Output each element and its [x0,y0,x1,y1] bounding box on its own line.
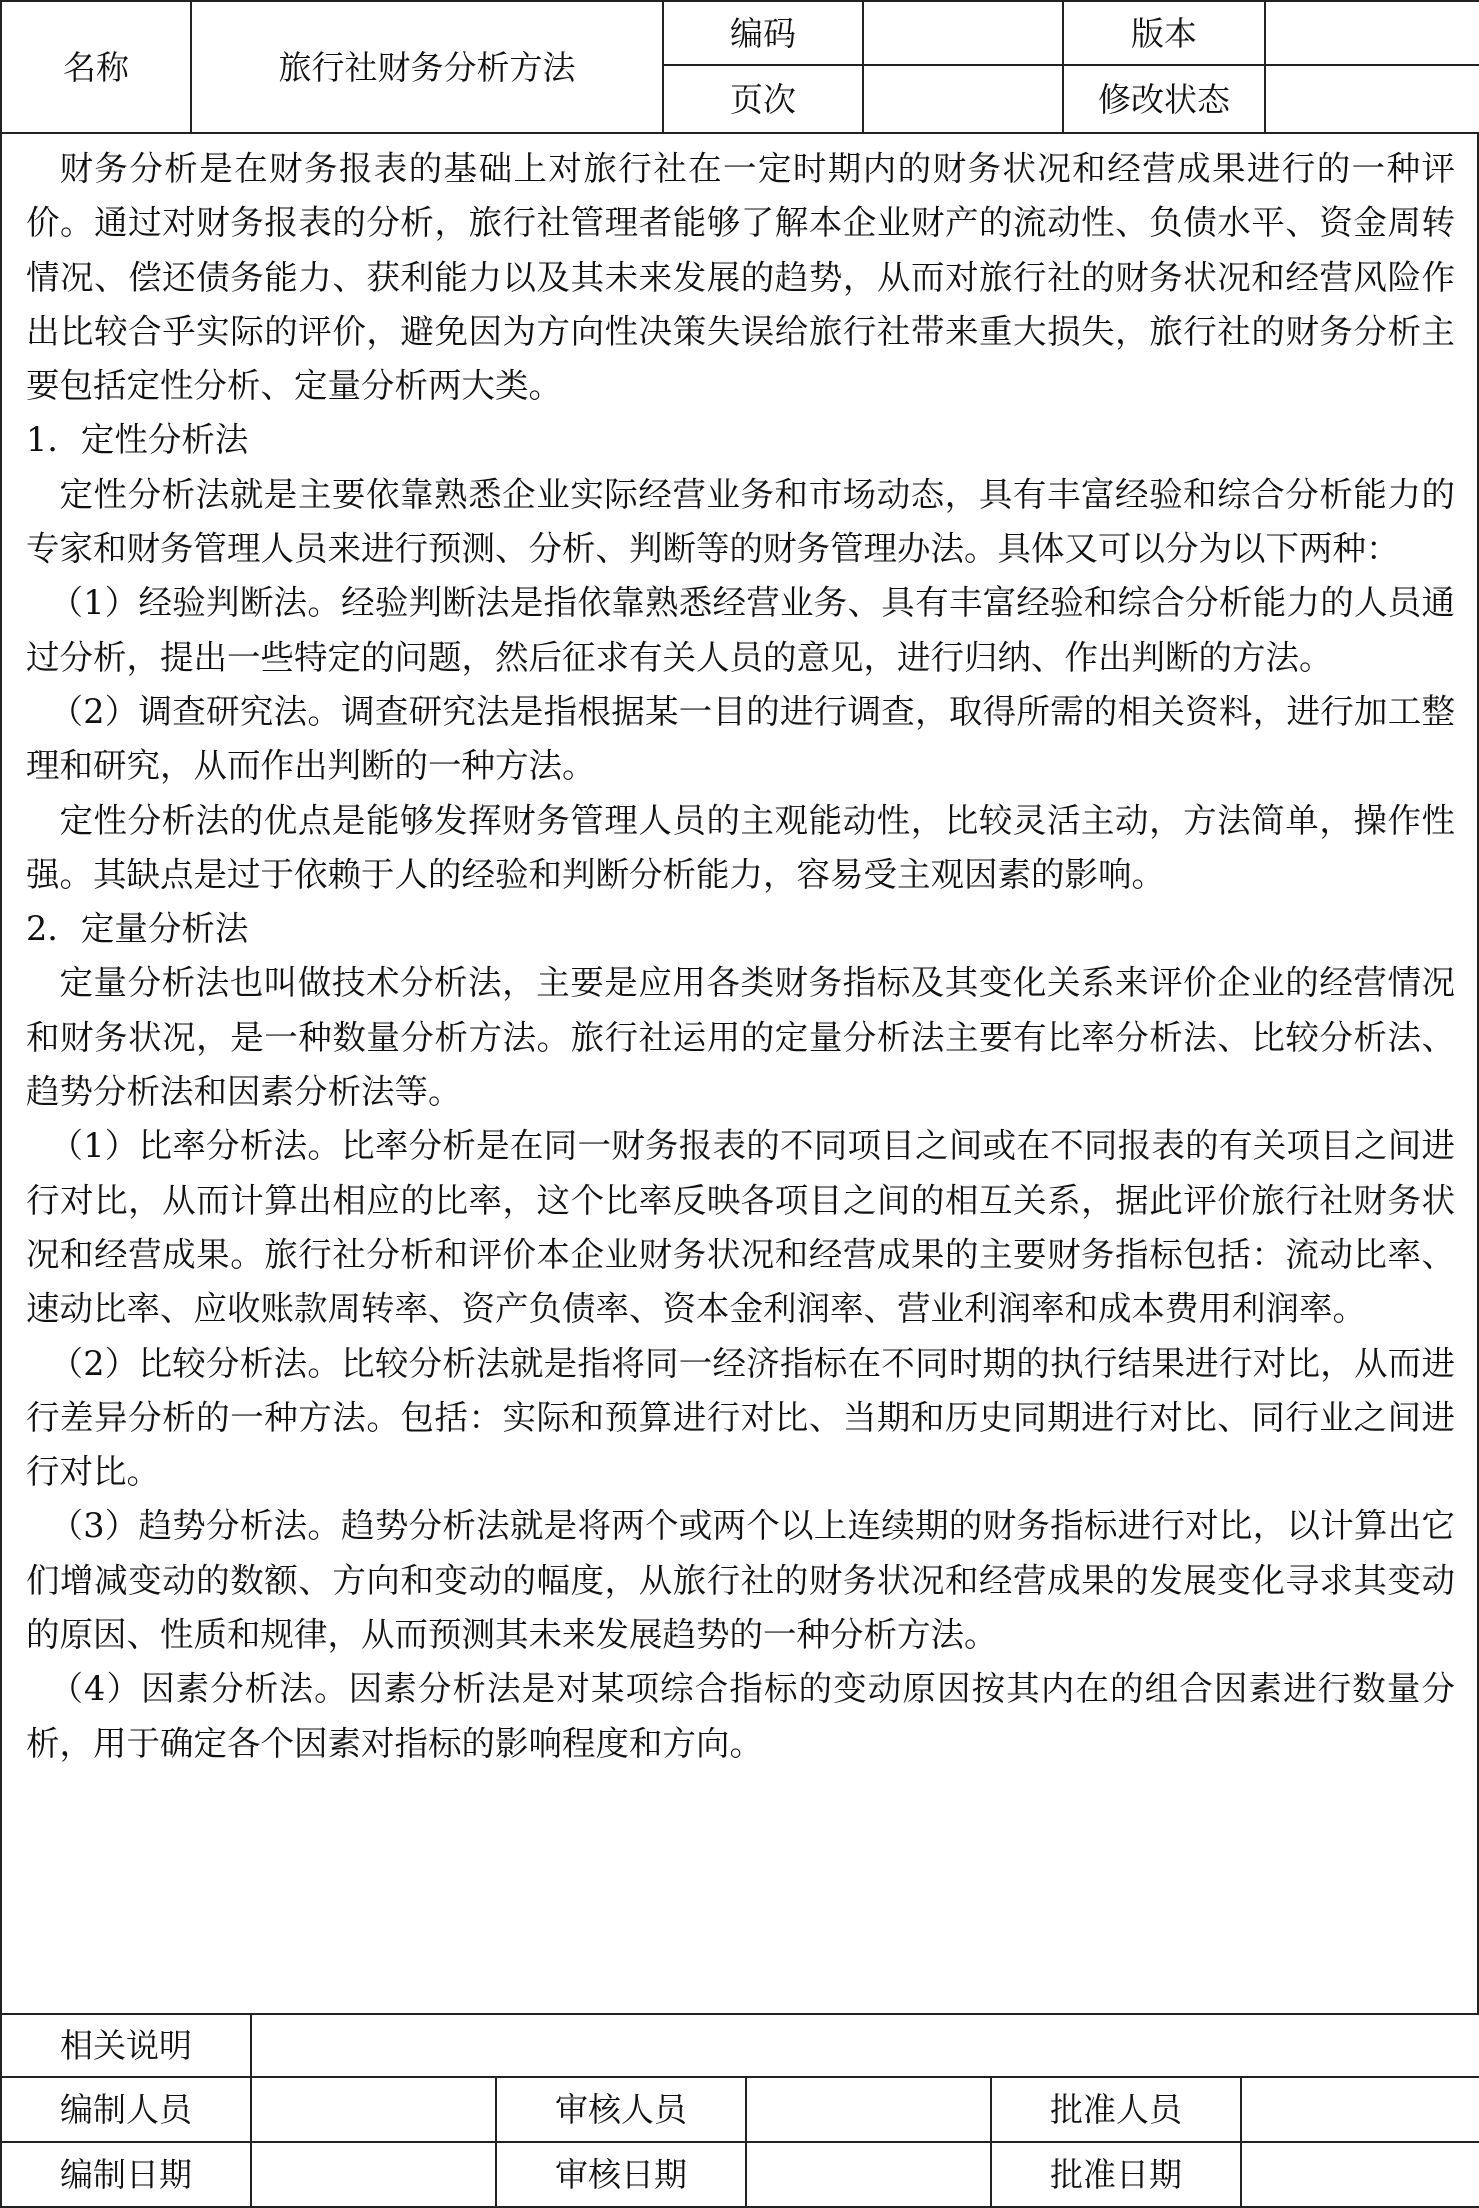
code-label: 编码 [663,1,863,65]
prepared-by-label: 编制人员 [1,2077,251,2142]
page-label: 页次 [663,65,863,133]
section1-heading: 1．定性分析法 [26,420,249,460]
version-label: 版本 [1063,1,1265,65]
reviewed-by-label: 审核人员 [496,2077,746,2142]
prepared-by-value [251,2077,496,2142]
header-table [0,0,1479,134]
prepared-date-label: 编制日期 [1,2142,251,2207]
footer-table [0,2013,1479,2208]
name-value: 旅行社财务分析方法 [191,1,663,133]
section2-item-3: （3）趋势分析法。趋势分析法就是将两个或两个以上连续期的财务指标进行对比，以计算出它们增减变动的数额、方向和变动的幅度，从旅行社的财务状况和经营成果的发展变化寻求其变动的原因、性质和规律，从而预测其未来发展趋势的一种分析方法。 [26,1506,1455,1655]
reviewed-date-value [746,2142,991,2207]
code-value [863,1,1063,65]
section1-summary-paragraph: 定性分析法的优点是能够发挥财务管理人员的主观能动性，比较灵活主动，方法简单，操作性强。其缺点是过于依赖于人的经验和判断分析能力，容易受主观因素的影响。 [26,800,1455,894]
reviewed-by-value [746,2077,991,2142]
section2-item-1: （1）比率分析法。比率分析是在同一财务报表的不同项目之间或在不同报表的有关项目之间进行对比，从而计算出相应的比率，这个比率反映各项目之间的相互关系，据此评价旅行社财务状况和经营成果。旅行社分析和评价本企业财务状况和经营成果的主要财务指标包括：流动比率、速动比率、应收账款周转率、资产负债率、资本金利润率、营业利润率和成本费用利润率。 [26,1126,1455,1329]
approved-by-value [1241,2077,1479,2142]
intro-paragraph: 财务分析是在财务报表的基础上对旅行社在一定时期内的财务状况和经营成果进行的一种评价。通过对财务报表的分析，旅行社管理者能够了解本企业财产的流动性、负债水平、资金周转情况、偿还债务能力、获利能力以及其未来发展的趋势，从而对旅行社的财务状况和经营风险作出比较合乎实际的评价，避免因为方向性决策失误给旅行社带来重大损失，旅行社的财务分析主要包括定性分析、定量分析两大类。 [26,149,1455,406]
section2-heading: 2．定量分析法 [26,909,249,949]
notes-value [251,2014,1479,2077]
section2-intro-paragraph: 定量分析法也叫做技术分析法，主要是应用各类财务指标及其变化关系来评价企业的经营情况和财务状况，是一种数量分析方法。旅行社运用的定量分析法主要有比率分析法、比较分析法、趋势分析法和因素分析法等。 [26,963,1455,1112]
section2-item-4: （4）因素分析法。因素分析法是对某项综合指标的变动原因按其内在的组合因素进行数量分析，用于确定各个因素对指标的影响程度和方向。 [26,1669,1455,1763]
approved-date-value [1241,2142,1479,2207]
revision-label: 修改状态 [1063,65,1265,133]
approved-date-label: 批准日期 [991,2142,1241,2207]
page-value [863,65,1063,133]
approved-by-label: 批准人员 [991,2077,1241,2142]
reviewed-date-label: 审核日期 [496,2142,746,2207]
section1-intro-paragraph: 定性分析法就是主要依靠熟悉企业实际经营业务和市场动态，具有丰富经验和综合分析能力的专家和财务管理人员来进行预测、分析、判断等的财务管理办法。具体又可以分为以下两种： [26,474,1455,569]
document-body [0,132,1479,2014]
section1-item-1: （1）经验判断法。经验判断法是指依靠熟悉经营业务、具有丰富经验和综合分析能力的人员通过分析，提出一些特定的问题，然后征求有关人员的意见，进行归纳、作出判断的方法。 [26,583,1455,677]
name-label: 名称 [1,1,191,133]
section1-item-2: （2）调查研究法。调查研究法是指根据某一目的进行调查，取得所需的相关资料，进行加工整理和研究，从而作出判断的一种方法。 [26,691,1455,786]
section2-item-2: （2）比较分析法。比较分析法就是指将同一经济指标在不同时期的执行结果进行对比，从而进行差异分析的一种方法。包括：实际和预算进行对比、当期和历史同期进行对比、同行业之间进行对比。 [26,1343,1455,1492]
notes-label: 相关说明 [1,2014,251,2077]
version-value [1265,1,1479,65]
revision-value [1265,65,1479,133]
prepared-date-value [251,2142,496,2207]
